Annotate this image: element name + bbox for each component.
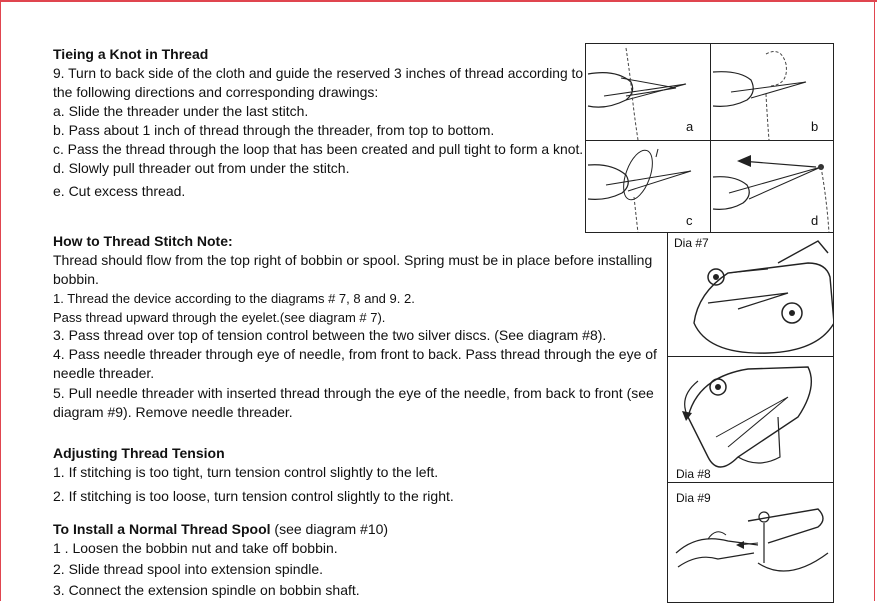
dia8-drawing xyxy=(668,357,834,483)
knot-label-b: b xyxy=(811,119,819,134)
knot-line1: 9. Turn to back side of the cloth and guide the reserved 3 inches of thread according to xyxy=(53,65,584,81)
knot-step-b: b. Pass about 1 inch of thread through the threader, from top to bottom. xyxy=(53,122,495,138)
knot-label-a: a xyxy=(686,119,694,134)
stitch-step-5a: 5. Pull needle threader with inserted thread through the eye of the needle, from back to front (see xyxy=(53,385,654,401)
stitch-line2: bobbin. xyxy=(53,271,99,287)
diagram-9 xyxy=(667,482,834,603)
tension-heading: Adjusting Thread Tension xyxy=(53,445,225,461)
knot-step-e: e. Cut excess thread. xyxy=(53,183,186,199)
knot-step-a: a. Slide the threader under the last stitch. xyxy=(53,103,309,119)
knot-label-d: d xyxy=(811,213,819,228)
stitch-line1: Thread should flow from the top right of bobbin or spool. Spring must be in place before installing xyxy=(53,252,653,268)
spool-heading-suffix: (see diagram #10) xyxy=(270,521,389,537)
dia9-label: Dia #9 xyxy=(676,491,711,505)
knot-label-c: c xyxy=(686,213,693,228)
knot-diagram-d xyxy=(710,140,834,233)
knot-diagram-a xyxy=(585,43,711,141)
stitch-heading: How to Thread Stitch Note: xyxy=(53,233,233,249)
knot-diagram-b xyxy=(710,43,834,141)
knot-heading: Tieing a Knot in Thread xyxy=(53,46,209,62)
spool-heading-line xyxy=(53,521,388,538)
spool-line3: 3. Connect the extension spindle on bobbin shaft. xyxy=(53,582,360,598)
tension-line1: 1. If stitching is too tight, turn tension control slightly to the left. xyxy=(53,464,439,480)
stitch-step-4a: 4. Pass needle threader through eye of needle, from front to back. Pass thread through the eye of xyxy=(53,346,657,362)
spool-line2: 2. Slide thread spool into extension spindle. xyxy=(53,561,324,577)
diagram-7 xyxy=(667,232,834,357)
dia7-drawing xyxy=(668,233,834,357)
dia9-drawing xyxy=(668,483,834,603)
knot-line2: the following directions and corresponding drawings: xyxy=(53,84,379,100)
knot-step-d: d. Slowly pull threader out from under the stitch. xyxy=(53,160,350,176)
stitch-step-4b: needle threader. xyxy=(53,365,155,381)
stitch-step-1b: Pass thread upward through the eyelet.(see diagram # 7). xyxy=(53,310,386,325)
diagram-8 xyxy=(667,356,834,483)
knot-step-c: c. Pass the thread through the loop that has been created and pull tight to form a knot. xyxy=(53,141,584,157)
dia8-label: Dia #8 xyxy=(676,467,711,481)
knot-diagram-c xyxy=(585,140,711,233)
spool-heading: To Install a Normal Thread Spool xyxy=(53,521,271,537)
spool-line1: 1 . Loosen the bobbin nut and take off bobbin. xyxy=(53,540,338,556)
dia7-label: Dia #7 xyxy=(674,236,709,250)
stitch-step-1: 1. Thread the device according to the diagrams # 7, 8 and 9. 2. xyxy=(53,291,415,306)
stitch-step-5b: diagram #9). Remove needle threader. xyxy=(53,404,293,420)
tension-line2: 2. If stitching is too loose, turn tension control slightly to the right. xyxy=(53,488,454,504)
stitch-step-3: 3. Pass thread over top of tension control between the two silver discs. (See diagram #8). xyxy=(53,327,607,343)
